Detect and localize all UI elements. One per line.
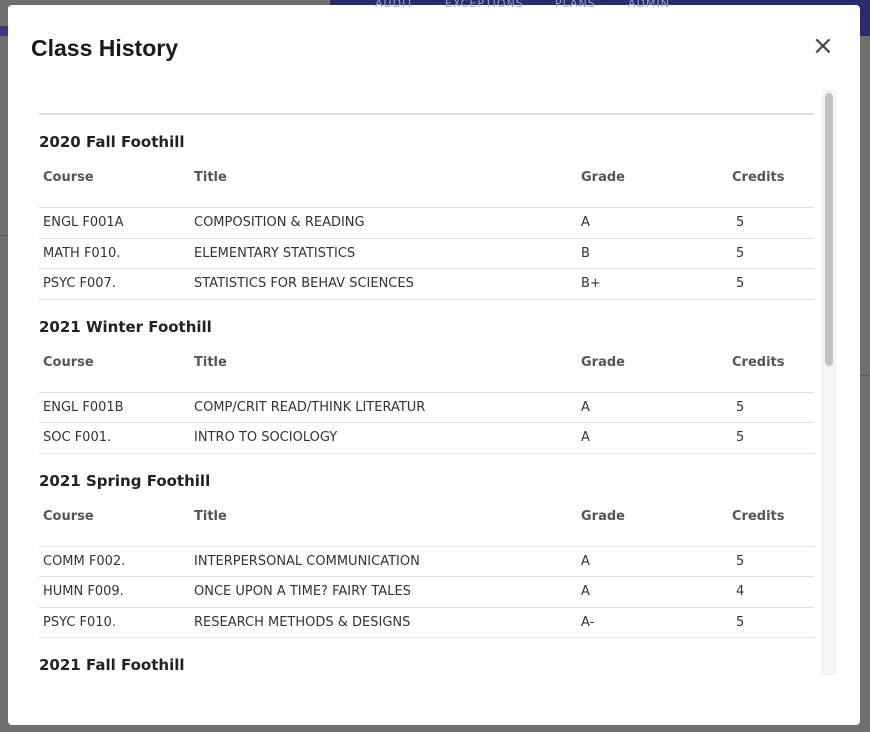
credits: 5 <box>736 553 745 569</box>
table-row <box>39 577 814 608</box>
header-credits: Credits <box>732 170 785 185</box>
credits: 4 <box>736 584 745 600</box>
table-row <box>39 269 814 300</box>
grade: A <box>581 215 590 231</box>
header-title: Title <box>194 170 227 185</box>
bg-nav-exceptions: EXCEPTIONS <box>445 0 524 10</box>
term-section <box>39 656 814 678</box>
class-history-list <box>39 113 814 678</box>
dialog-title: Class History <box>31 35 179 61</box>
course-title: INTRO TO SOCIOLOGY <box>194 430 338 446</box>
credits: 5 <box>736 430 745 446</box>
course-code: COMM F002. <box>43 553 126 569</box>
course-title: ONCE UPON A TIME? FAIRY TALES <box>194 584 411 600</box>
class-history-dialog <box>8 5 860 725</box>
header-course: Course <box>43 354 94 370</box>
table-row <box>39 608 814 639</box>
course-code: ENGL F001A <box>43 215 124 231</box>
term-heading: 2021 Winter Foothill <box>39 317 212 336</box>
grade: A- <box>581 614 595 630</box>
credits: 5 <box>736 399 745 415</box>
table-row <box>39 239 814 270</box>
bg-divider <box>0 235 8 236</box>
course-code: PSYC F010. <box>43 614 116 630</box>
term-section <box>39 472 814 639</box>
course-title: COMPOSITION & READING <box>194 215 365 231</box>
header-grade: Grade <box>581 170 625 185</box>
course-title: INTERPERSONAL COMMUNICATION <box>194 553 420 569</box>
grade: A <box>581 584 590 600</box>
course-code: PSYC F007. <box>43 276 116 292</box>
term-section <box>39 318 814 454</box>
table-row <box>39 423 814 454</box>
header-course: Course <box>43 508 94 524</box>
table-row <box>39 547 814 578</box>
course-title: COMP/CRIT READ/THINK LITERATUR <box>194 399 426 415</box>
credits: 5 <box>736 245 745 261</box>
credits: 5 <box>736 215 745 231</box>
term-heading: 2021 Fall Foothill <box>39 656 185 674</box>
credits: 5 <box>736 614 745 630</box>
course-code: ENGL F001B <box>43 399 124 415</box>
bg-divider <box>860 375 870 376</box>
bg-nav-plans: PLANS <box>555 0 596 10</box>
credits: 5 <box>736 276 745 292</box>
course-title: ELEMENTARY STATISTICS <box>194 245 356 261</box>
term-heading: 2020 Fall Foothill <box>39 133 185 151</box>
scrollbar-thumb[interactable] <box>825 93 833 366</box>
grade: A <box>581 399 590 415</box>
term-section <box>39 133 814 300</box>
header-title: Title <box>194 508 227 524</box>
course-title: STATISTICS FOR BEHAV SCIENCES <box>194 276 414 292</box>
header-title: Title <box>194 354 227 370</box>
table-header <box>39 353 814 393</box>
grade: B+ <box>581 276 601 292</box>
bg-nav-admin: ADMIN <box>628 0 670 10</box>
term-heading: 2021 Spring Foothill <box>39 471 211 490</box>
close-icon[interactable]: × <box>812 31 834 61</box>
bg-nav-audit: AUDIT <box>375 0 415 10</box>
course-code: HUMN F009. <box>43 584 124 600</box>
header-grade: Grade <box>581 508 625 524</box>
header-course: Course <box>43 170 94 185</box>
course-title: RESEARCH METHODS & DESIGNS <box>194 614 411 630</box>
scrollbar[interactable] <box>822 90 836 675</box>
header-credits: Credits <box>732 354 785 370</box>
table-row <box>39 393 814 424</box>
table-row <box>39 208 814 239</box>
grade: A <box>581 553 590 569</box>
table-header <box>39 168 814 208</box>
header-grade: Grade <box>581 354 625 370</box>
header-credits: Credits <box>732 508 785 524</box>
grade: B <box>581 245 590 261</box>
grade: A <box>581 430 590 446</box>
table-header <box>39 507 814 547</box>
course-code: SOC F001. <box>43 430 112 446</box>
divider <box>39 113 814 115</box>
course-code: MATH F010. <box>43 245 121 261</box>
